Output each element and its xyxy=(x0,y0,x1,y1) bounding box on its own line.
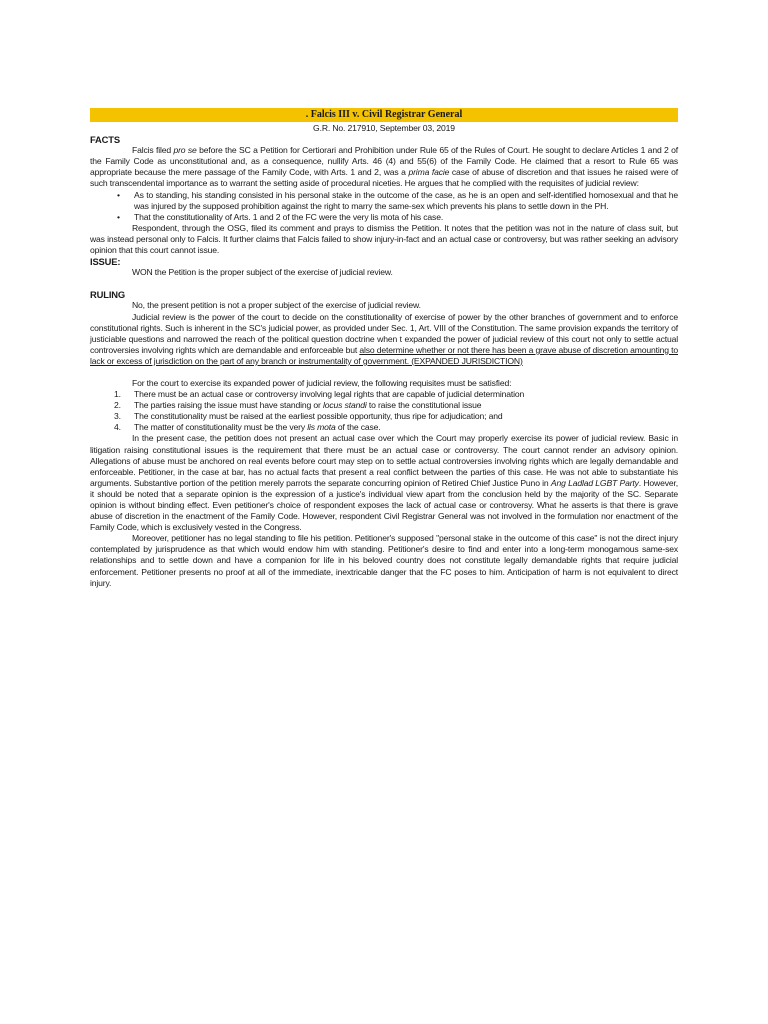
requisite-item: 4. The matter of constitutionality must be the very lis mota of the case. xyxy=(114,422,381,433)
requisite-item: 2. The parties raising the issue must have standing or locus standi to raise the constitutional issue xyxy=(114,400,482,411)
ruling-paragraph-3: For the court to exercise its expanded power of judicial review, the following requisites must be satisfied: xyxy=(132,377,512,388)
issue-text: WON the Petition is the proper subject of the exercise of judicial review. xyxy=(132,267,393,278)
facts-bullet-standing: • As to standing, his standing consisted in his personal stake in the outcome of the case, as he is an open and self-identified homosexual and that he was injured by the supposed prohibition against the right to marry the same-sex which prevents his plans to settle down in the PH. xyxy=(90,190,678,212)
ruling-paragraph-5: Moreover, petitioner has no legal standing to file his petition. Petitioner's supposed "personal stake in the outcome of this case" is not the direct injury contemplated by jurisprudence as that which would endow him with standing. Petitioner's desire to find and enter into a long-term monogamous same-sex relationships and to settle down and have a companion for life in his beloved country does not constitute legally demandable rights that require judicial enforcement. Petitioner presents no proof at all of the immediate, inextricable danger that the FC poses to him. Anticipation of harm is not equivalent to direct injury. xyxy=(90,533,678,588)
facts-bullet-lis-mota: • That the constitutionality of Arts. 1 and 2 of the FC were the very lis mota of his case. xyxy=(90,212,678,223)
requisites-list xyxy=(90,389,678,433)
facts-heading: FACTS xyxy=(90,134,120,146)
facts-paragraph-2: Respondent, through the OSG, filed its comment and prays to dismiss the Petition. It notes that the petition was not in the nature of class suit, but was instead personal only to Falcis. It further claims that Falcis failed to show injury-in-fact and an actual case or controversy, but was rather seeking an advisory opinion that this court cannot issue. xyxy=(90,222,678,256)
ruling-heading: RULING xyxy=(90,289,126,301)
facts-bullet-list xyxy=(90,190,678,223)
facts-paragraph-1: Falcis filed pro se before the SC a Petition for Certiorari and Prohibition under Rule 65 of the Rules of Court. He sought to declare Articles 1 and 2 of the Family Code as unconstitutional and, as a consequence, nullify Arts. 46 (4) and 55(6) of the Family Code. He claimed that a resort to Rule 65 was appropriate because the mere passage of the Family Code, with Arts. 1 and 2, was a prima facie case of abuse of discretion and that issues he raised were of such transcendental importance as to warrant the setting aside of procedural niceties. He argues that he complied with the requisites of judicial review: xyxy=(90,145,679,189)
ruling-paragraph-2: Judicial review is the power of the court to decide on the constitutionality of exercise of power by the other branches of government and to enforce constitutional rights. Such is inherent in the SC's judicial power, as provided under Sec. 1, Art. VIII of the Constitution. The same provision expands the territory of justiciable questions and narrowed the reach of the political question doctrine when t expanded the power of judicial review of this court not only to settle actual controversies involving rights which are demandable and enforceable but also determine whether or not there has been a grave abuse of discretion amounting to lack or excess of jurisdiction on the part of any branch or instrumentality of government. (EXPANDED JURISDICTION) xyxy=(90,311,678,366)
issue-heading: ISSUE: xyxy=(90,256,121,268)
case-citation: G.R. No. 217910, September 03, 2019 xyxy=(313,123,455,133)
ruling-paragraph-4: In the present case, the petition does not present an actual case over which the Court may properly exercise its power of judicial review. Basic in litigation raising constitutional issues is the requirement that there must be an actual case or controversy. The court cannot render an advisory opinion. Allegations of abuse must be anchored on real events before court may step on to settle actual controversies involving rights which are legally demandable and enforceable. Petitioner, in the case at bar, has no actual facts that present a real conflict between the parties of this case. He was not able to substantiate his arguments. Substantive portion of the petition merely parrots the separate concurring opinion of Retired Chief Justice Puno in Ang Ladlad LGBT Party. However, it should be noted that a separate opinion is the expression of a justice's individual view apart from the conclusion held by the majority of the SC. Separate opinion is without binding effect. Even petitioner's choice of respondent exposes the lack of actual case or controversy. What he asserts is that there is grave abuse of discretion in the enactment of the Family Code. However, respondent Civil Registrar General was not involved in the formulation nor enactment of the Family Code, which is exclusively vested in the Congress. xyxy=(90,433,678,533)
ruling-paragraph-1: No, the present petition is not a proper subject of the exercise of judicial review. xyxy=(132,300,421,311)
case-title: . Falcis III v. Civil Registrar General xyxy=(90,108,678,122)
document-page xyxy=(90,108,678,589)
requisite-item: 3. The constitutionality must be raised at the earliest possible opportunity, thus ripe for adjudication; and xyxy=(114,411,503,422)
requisite-item: 1. There must be an actual case or controversy involving legal rights that are capable of judicial determination xyxy=(114,389,525,400)
